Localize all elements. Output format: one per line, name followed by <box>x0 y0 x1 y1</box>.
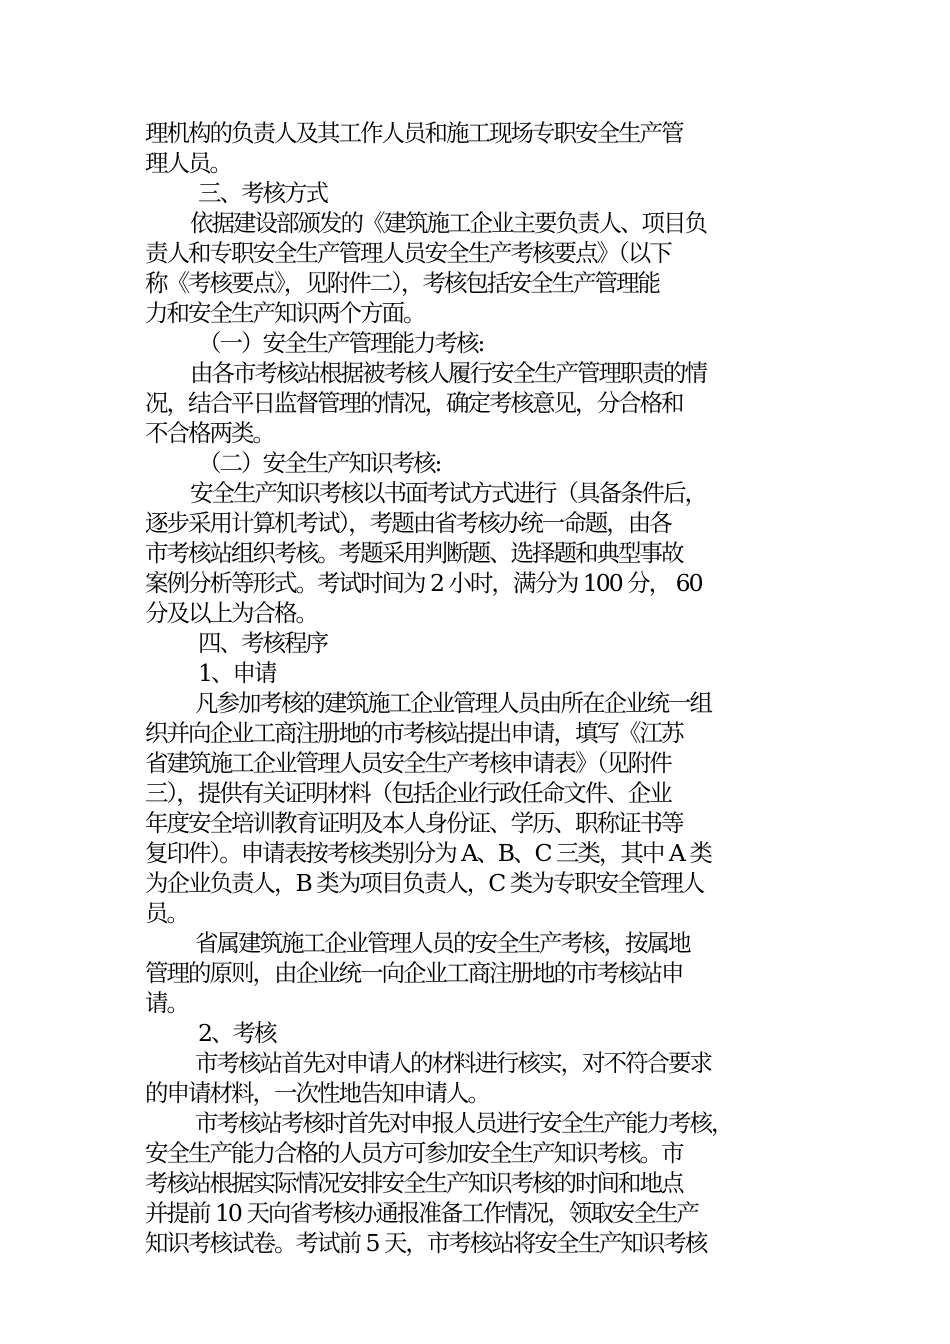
text-line: 责人和专职安全生产管理人员安全生产考核要点》（以下 <box>145 239 671 267</box>
text-line: 理机构的负责人及其工作人员和施工现场专职安全生产管 <box>145 119 683 147</box>
text-line: 省建筑施工企业管理人员安全生产考核申请表》（见附件 <box>145 749 671 777</box>
text-line: 案例分析等形式。考试时间为 2 小时，满分为 100 分， 60 <box>145 569 702 597</box>
section-heading: 三、考核方式 <box>198 179 327 207</box>
section-heading: 四、考核程序 <box>198 629 327 657</box>
text-line: 考核站根据实际情况安排安全生产知识考核的时间和地点 <box>145 1169 683 1197</box>
text-line: 凡参加考核的建筑施工企业管理人员由所在企业统一组 <box>195 689 711 717</box>
text-line: 年度安全培训教育证明及本人身份证、学历、职称证书等 <box>145 809 683 837</box>
subsection-heading: 2、考核 <box>198 1019 276 1047</box>
text-line: 安全生产知识考核以书面考试方式进行（具备条件后， <box>190 479 706 507</box>
text-line: 织并向企业工商注册地的市考核站提出申请，填写《江苏 <box>145 719 683 747</box>
subsection-heading: 1、申请 <box>198 659 276 687</box>
text-line: 的申请材料，一次性地告知申请人。 <box>145 1079 489 1107</box>
text-line: 况，结合平日监督管理的情况，确定考核意见，分合格和 <box>145 389 683 417</box>
text-line: 称《考核要点》，见附件二），考核包括安全生产管理能 <box>145 269 659 297</box>
text-line: 知识考核试卷。考试前 5 天，市考核站将安全生产知识考核 <box>145 1229 707 1257</box>
text-line: 市考核站考核时首先对申报人员进行安全生产能力考核， <box>195 1109 733 1137</box>
text-line: 复印件）。申请表按考核类别分为 A、B、C 三类，其中 A 类 <box>145 839 711 867</box>
text-line: 理人员。 <box>145 149 231 177</box>
text-line: 市考核站首先对申请人的材料进行核实，对不符合要求 <box>195 1049 711 1077</box>
text-line: 力和安全生产知识两个方面。 <box>145 299 425 327</box>
text-line: 员。 <box>145 899 188 927</box>
text-line: 由各市考核站根据被考核人履行安全生产管理职责的情 <box>190 359 706 387</box>
text-line: 为企业负责人，B 类为项目负责人，C 类为专职安全管理人 <box>145 869 704 897</box>
subsection-heading: （二）安全生产知识考核: <box>198 449 441 477</box>
text-line: 管理的原则，由企业统一向企业工商注册地的市考核站申 <box>145 959 683 987</box>
text-line: 市考核站组织考核。考题采用判断题、选择题和典型事故 <box>145 539 683 567</box>
text-line: 省属建筑施工企业管理人员的安全生产考核，按属地 <box>195 929 690 957</box>
text-line: 请。 <box>145 989 188 1017</box>
text-line: 并提前 10 天向省考核办通报准备工作情况，领取安全生产 <box>145 1199 698 1227</box>
text-line: 逐步采用计算机考试），考题由省考核办统一命题，由各 <box>145 509 671 537</box>
text-line: 不合格两类。 <box>145 419 274 447</box>
text-line: 安全生产能力合格的人员方可参加安全生产知识考核。市 <box>145 1139 683 1167</box>
text-line: 分及以上为合格。 <box>145 599 317 627</box>
text-line: 三），提供有关证明材料（包括企业行政任命文件、企业 <box>145 779 671 807</box>
subsection-heading: （一）安全生产管理能力考核: <box>198 329 484 357</box>
text-line: 依据建设部颁发的《建筑施工企业主要负责人、项目负 <box>190 209 706 237</box>
